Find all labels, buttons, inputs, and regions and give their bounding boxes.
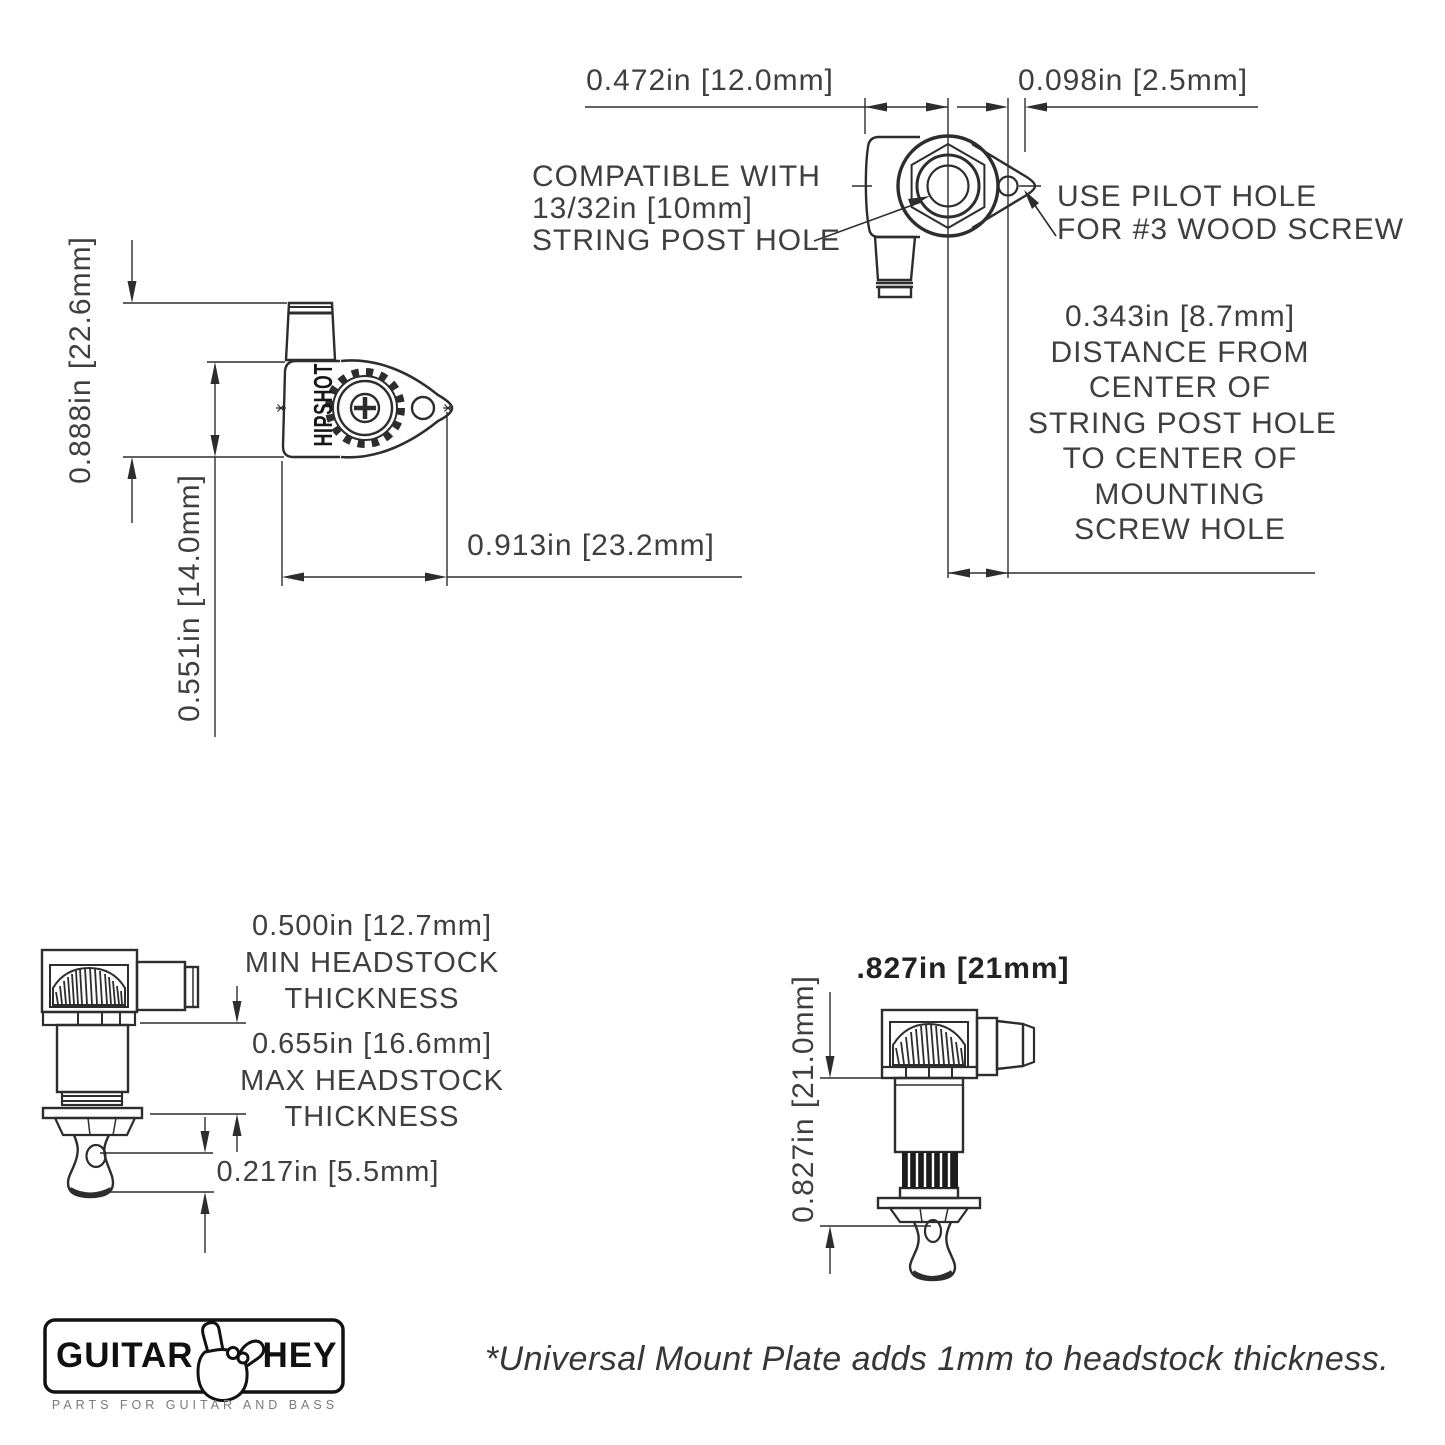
dim-post-height: 0.827in [21.0mm] (787, 975, 820, 1223)
min-thickness-line: 0.500in [12.7mm] (251, 910, 493, 942)
note-distance-line: STRING POST HOLE (1028, 406, 1337, 440)
footer-note: *Universal Mount Plate adds 1mm to headstock thickness. (484, 1340, 1390, 1378)
note-compatible-line: STRING POST HOLE (532, 224, 841, 257)
logo-text-guitar: GUITAR (56, 1336, 194, 1375)
note-distance-line: TO CENTER OF (1062, 442, 1298, 475)
note-distance-line: 0.343in [8.7mm] (1064, 300, 1296, 333)
note-distance-line: DISTANCE FROM (1050, 335, 1310, 369)
rock-hand-icon (198, 1323, 264, 1401)
phillips-screw-icon (354, 397, 376, 419)
max-thickness-line: MAX HEADSTOCK (240, 1064, 504, 1097)
dim-body-height: 0.551in [14.0mm] (173, 474, 206, 722)
min-thickness-note (222, 908, 522, 1018)
dim-total-height: 0.888in [22.6mm] (64, 236, 97, 484)
note-distance (1028, 299, 1337, 548)
note-compatible-line: COMPATIBLE WITH (532, 160, 821, 193)
threaded-post (902, 1152, 958, 1188)
post-view-drawing (820, 992, 1034, 1280)
front-view-drawing (42, 950, 246, 1253)
note-distance-line: SCREW HOLE (1074, 513, 1286, 546)
note-distance-line: MOUNTING (1094, 477, 1266, 511)
mount-hole (412, 397, 434, 419)
dim-pilot-offset: 0.098in [2.5mm] (1017, 64, 1249, 97)
note-compatible (532, 161, 841, 257)
dim-top-width: 0.472in [12.0mm] (586, 64, 834, 97)
dim-length: 0.913in [23.2mm] (467, 529, 715, 562)
note-pilot-line: USE PILOT HOLE (1057, 180, 1318, 213)
post-view-title: .827in [21mm] (856, 952, 1070, 985)
side-view-drawing (123, 240, 742, 737)
arrowheads-post (826, 1056, 835, 1248)
max-thickness-line: 0.655in [16.6mm] (251, 1028, 493, 1060)
note-pilot (1057, 180, 1404, 246)
dim-post-length: 0.217in [5.5mm] (216, 1156, 440, 1188)
max-thickness-note (222, 1026, 522, 1136)
note-compatible-line: 13/32in [10mm] (532, 192, 753, 225)
min-thickness-line: THICKNESS (284, 983, 460, 1015)
min-thickness-line: MIN HEADSTOCK (244, 946, 500, 979)
note-pilot-line: FOR #3 WOOD SCREW (1057, 213, 1405, 246)
note-distance-line: CENTER OF (1088, 371, 1272, 404)
hipshot-brand-label: HIPSHOT (308, 363, 338, 447)
logo-tagline: PARTS FOR GUITAR AND BASS (51, 1398, 339, 1412)
logo-text-hey: HEY (262, 1336, 338, 1375)
max-thickness-line: THICKNESS (284, 1101, 460, 1133)
